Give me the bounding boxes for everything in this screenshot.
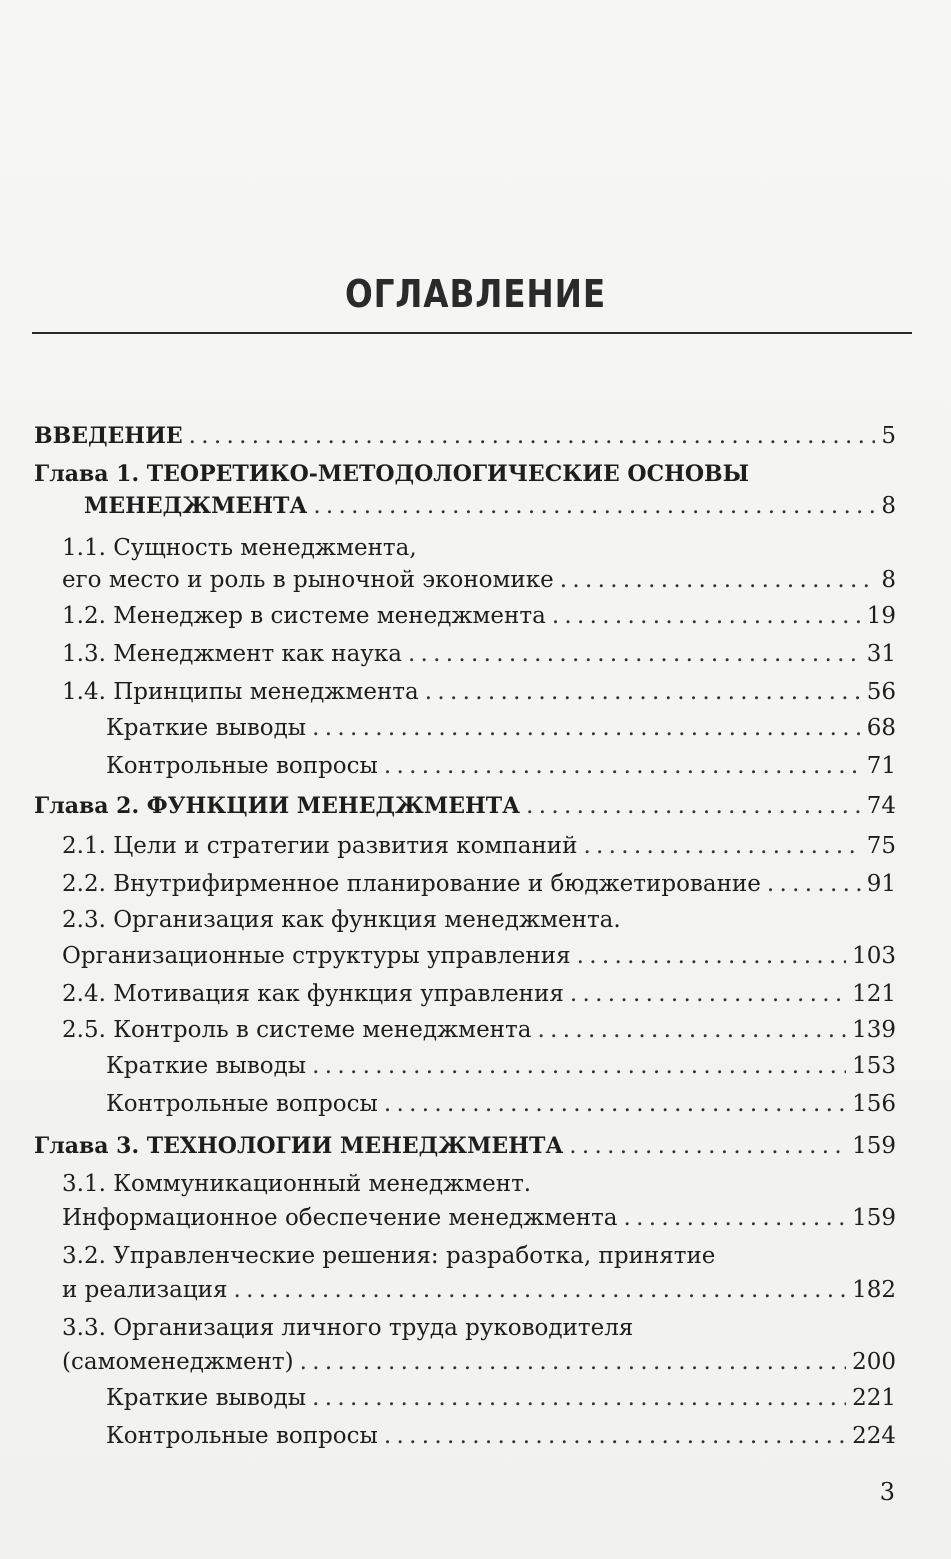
toc-entry-page: 182 [852, 1277, 896, 1303]
dot-leader [526, 786, 861, 826]
toc-entry-section-2-1[interactable] [62, 826, 896, 866]
toc-entry-page: 224 [852, 1423, 896, 1449]
toc-entry-label: Краткие выводы [106, 1053, 307, 1079]
toc-entry-ch1-questions[interactable] [106, 746, 896, 786]
toc-section-3-3-title[interactable]: 3.3. Организация личного труда руководителя [62, 1315, 634, 1341]
toc-entry-section-2-3[interactable] [62, 936, 896, 976]
toc-entry-page: 71 [866, 753, 896, 779]
dot-leader [570, 974, 846, 1014]
toc-entry-page: 68 [866, 715, 896, 741]
dot-leader [767, 864, 861, 904]
toc-entry-page: 19 [866, 603, 896, 629]
toc-entry-page: 156 [852, 1091, 896, 1117]
toc-entry-section-1-1[interactable] [62, 560, 896, 600]
toc-entry-label: его место и роль в рыночной экономике [62, 567, 554, 593]
toc-entry-label: Организационные структуры управления [62, 943, 571, 969]
toc-entry-introduction[interactable] [34, 416, 896, 456]
toc-entry-label: ВВЕДЕНИЕ [34, 423, 183, 449]
toc-chapter-1-title[interactable]: Глава 1. ТЕОРЕТИКО-МЕТОДОЛОГИЧЕСКИЕ ОСНОВЫ [34, 461, 750, 487]
dot-leader [384, 746, 861, 786]
toc-entry-label: Глава 2. ФУНКЦИИ МЕНЕДЖМЕНТА [34, 793, 521, 819]
toc-entry-page: 91 [866, 871, 896, 897]
toc-entry-page: 56 [866, 679, 896, 705]
dot-leader [384, 1416, 846, 1456]
toc-entry-ch3-summary[interactable] [106, 1378, 896, 1418]
toc-section-1-1-title[interactable]: 1.1. Сущность менеджмента, [62, 535, 417, 561]
dot-leader [312, 1046, 846, 1086]
toc-entry-label: 2.2. Внутрифирменное планирование и бюджетирование [62, 871, 761, 897]
dot-leader [313, 486, 875, 526]
dot-leader [189, 416, 876, 456]
toc-entry-label: 1.2. Менеджер в системе менеджмента [62, 603, 546, 629]
toc-entry-page: 8 [881, 567, 896, 593]
page-number: 3 [879, 1478, 895, 1506]
dot-leader [312, 1378, 846, 1418]
toc-entry-label: и реализация [62, 1277, 228, 1303]
toc-entry-section-2-2[interactable] [62, 864, 896, 904]
toc-entry-page: 8 [881, 493, 896, 519]
toc-entry-section-2-5[interactable] [62, 1010, 896, 1050]
toc-entry-label: 1.3. Менеджмент как наука [62, 641, 402, 667]
toc-section-2-3-title[interactable]: 2.3. Организация как функция менеджмента. [62, 907, 621, 933]
toc-entry-section-3-2[interactable] [62, 1270, 896, 1310]
toc-entry-page: 103 [852, 943, 896, 969]
dot-leader [624, 1198, 847, 1238]
toc-entry-label: 2.1. Цели и стратегии развития компаний [62, 833, 578, 859]
page-title: ОГЛАВЛЕНИЕ [344, 272, 607, 316]
toc-entry-label: Контрольные вопросы [106, 1423, 378, 1449]
dot-leader [300, 1342, 846, 1382]
dot-leader [569, 1126, 846, 1166]
toc-entry-section-1-2[interactable] [62, 596, 896, 636]
toc-entry-page: 74 [866, 793, 896, 819]
toc-entry-page: 31 [866, 641, 896, 667]
toc-entry-chapter-1[interactable] [84, 486, 896, 526]
toc-entry-page: 221 [852, 1385, 896, 1411]
toc-entry-label: Контрольные вопросы [106, 1091, 378, 1117]
toc-entry-label: Информационное обеспечение менеджмента [62, 1205, 618, 1231]
toc-entry-label: Глава 3. ТЕХНОЛОГИИ МЕНЕДЖМЕНТА [34, 1133, 564, 1159]
dot-leader [537, 1010, 846, 1050]
dot-leader [408, 634, 861, 674]
toc-entry-chapter-3[interactable] [34, 1126, 896, 1166]
dot-leader [312, 708, 861, 748]
toc-entry-ch1-summary[interactable] [106, 708, 896, 748]
toc-entry-label: 2.5. Контроль в системе менеджмента [62, 1017, 532, 1043]
toc-section-3-2-title[interactable]: 3.2. Управленческие решения: разработка, принятие [62, 1243, 716, 1269]
toc-entry-label: Краткие выводы [106, 1385, 307, 1411]
toc-entry-page: 139 [852, 1017, 896, 1043]
toc-entry-chapter-2[interactable] [34, 786, 896, 826]
toc-entry-page: 121 [852, 981, 896, 1007]
dot-leader [425, 672, 861, 712]
dot-leader [577, 936, 847, 976]
toc-entry-page: 5 [881, 423, 896, 449]
dot-leader [234, 1270, 847, 1310]
dot-leader [583, 826, 860, 866]
toc-entry-ch2-summary[interactable] [106, 1046, 896, 1086]
toc-entry-ch2-questions[interactable] [106, 1084, 896, 1124]
toc-entry-page: 153 [852, 1053, 896, 1079]
toc-entry-label: Контрольные вопросы [106, 753, 378, 779]
title-rule [32, 332, 912, 334]
toc-entry-label: (самоменеджмент) [62, 1349, 294, 1375]
toc-entry-label: 2.4. Мотивация как функция управления [62, 981, 564, 1007]
dot-leader [384, 1084, 846, 1124]
dot-leader [552, 596, 861, 636]
toc-entry-section-3-3[interactable] [62, 1342, 896, 1382]
toc-entry-page: 200 [852, 1349, 896, 1375]
toc-entry-page: 159 [852, 1133, 896, 1159]
toc-entry-section-1-4[interactable] [62, 672, 896, 712]
toc-entry-label: 1.4. Принципы менеджмента [62, 679, 419, 705]
toc-entry-section-1-3[interactable] [62, 634, 896, 674]
toc-entry-label: МЕНЕДЖМЕНТА [84, 493, 308, 519]
toc-entry-page: 159 [852, 1205, 896, 1231]
toc-section-3-1-title[interactable]: 3.1. Коммуникационный менеджмент. [62, 1171, 532, 1197]
toc-entry-section-2-4[interactable] [62, 974, 896, 1014]
toc-entry-ch3-questions[interactable] [106, 1416, 896, 1456]
dot-leader [560, 560, 876, 600]
toc-entry-section-3-1[interactable] [62, 1198, 896, 1238]
toc-entry-page: 75 [866, 833, 896, 859]
toc-entry-label: Краткие выводы [106, 715, 307, 741]
